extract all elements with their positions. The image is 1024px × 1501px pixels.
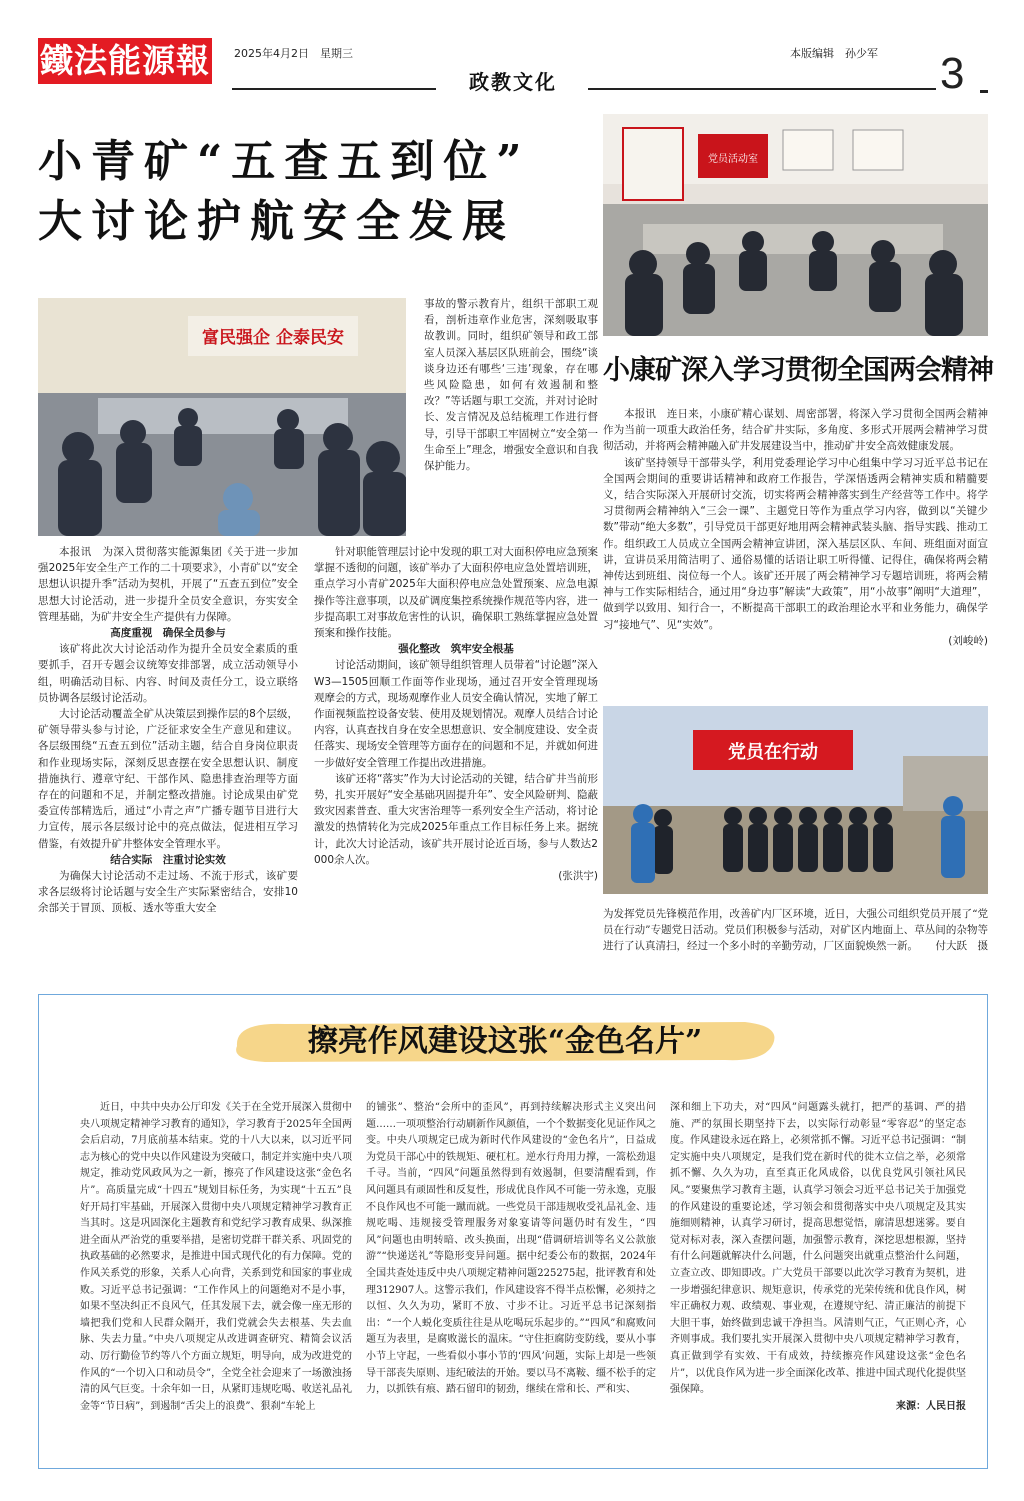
header-rule-right [588,88,936,90]
article1-text-top-right [424,296,598,536]
section-title: 政教文化 [469,70,557,94]
article1-paragraph: 该矿将此次大讨论活动作为提升全员安全素质的重要抓手，召开专题会议统筹安排部署，成立活动领导小组，明确活动目标、内容、时间及责任分工，设立联络员协调各层级讨论活动。 [38,643,298,704]
article3-paragraph: 深和细上下功夫，对“四风”问题露头就打，把严的基调、严的措施、严的氛围长期坚持下去，以实际行动彰显“零容忍”的坚定态度。作风建设永远在路上，必须常抓不懈。习近平总书记强调：“制定实施中央八项规定，是我们党在新时代的徙木立信之举，必须常抓不懈、久久为功，直至真正化风成俗，以优良党风引领社风民风。”要聚焦学习教育主题，认真学习领会习近平总书记关于加强党的作风建设的重要论述，学习领会和贯彻落实中央八项规定及其实施细则精神，认真学习研讨，提高思想觉悟，廓清思想迷雾。要自觉对标对表，深入查摆问题，加强警示教育，深挖思想根源，坚持有什么问题就解决什么问题，什么问题突出就重点整治什么问题，立查立改、即知即改。广大党员干部要以此次学习教育为契机，进一步增强纪律意识、规矩意识，传承党的光荣传统和优良作风，树牢正确权力观、政绩观、事业观，在遵规守纪、清正廉洁的前提下大胆干事，始终做到忠诚干净担当。风清则气正，气正则心齐，心齐则事成。我们要扎实开展深入贯彻中央八项规定精神学习教育，真正做到学有实效、干有成效，持续擦亮作风建设这张“金色名片”，以优良作风为进一步全面深化改革、推进中国式现代化提供坚强保障。 [670,1102,966,1396]
meeting-slogan: 富民强企 企泰民安 [202,328,344,348]
photo3-banner-text: 党员在行动 [728,742,818,763]
article1-headline-line1: 小青矿“五查五到位” [38,136,531,187]
article3-source: 来源：人民日报 [896,1400,966,1412]
photo3-party-members-cleanup [603,706,988,894]
article1-paragraph: 大讨论活动覆盖全矿从决策层到操作层的8个层级，矿领导带头参与讨论，广泛征求安全生产意见和建议。各层级围绕“五查五到位”活动主题，结合自身岗位职责和作业现场实际，深刻反思查摆在安全思想认识、制度措施执行、遵章守纪、干部作风、隐患排查治理等方面存在的问题和不足，并制定整改措施。讨论成果由矿党委宣传部精选后，通过“小青之声”广播专题节目进行大力宣传，展示各层级讨论中的亮点做法，促进相互学习借鉴，有效提升矿井整体安全管理水平。 [38,708,298,850]
article1-paragraph: 针对职能管理层讨论中发现的职工对大面积停电应急预案掌握不透彻的问题，该矿举办了大面积停电应急处置培训班，重点学习小青矿2025年大面积停电应急处置预案、应急电源操作等注意事项，以及矿调度集控系统操作规范等内容，进一步提高职工对事故危害性的认识，确保职工熟练掌握应急处置预案和操作技能。 [314,546,598,640]
article1-paragraph: 讨论活动期间，该矿领导组织管理人员带着“讨论题”深入W3—1505回顺工作面等作业现场，通过召开安全管理现场观摩会的方式，现场观摩作业人员安全确认情况，实地了解工作面视频监控设备安装、使用及规划情况。观摩人员结合讨论内容，认真查找自身在安全思想意识、安全制度建设、安全责任落实、现场安全管理等方面存在的问题和不足，并就如何进一步做好安全管理工作提出改进措施。 [314,659,598,769]
photo-board-text: 党员活动室 [708,154,758,165]
issue-date: 2025年4月2日 星期三 [234,47,353,60]
article2-body [603,406,988,682]
page-number-mark [980,90,988,93]
header-rule-left [232,88,436,90]
article1-headline [38,132,531,252]
article1-column-1 [38,544,298,972]
article1-subheading: 高度重视 确保全员参与 [110,627,226,640]
article1-subheading: 强化整改 筑牢安全根基 [398,643,514,656]
photo3-caption-text: 为发挥党员先锋模范作用，改善矿内厂区环境，近日，大强公司组织党员开展了“党员在行动”专题党日活动。党员们积极参与活动，对矿区内地面上、草丛间的杂物等进行了认真清扫，经过一个多小时的辛勤劳动，厂区面貌焕然一新。 [603,908,988,952]
article1-column-2 [314,544,598,972]
article1-subheading: 结合实际 注重讨论实效 [110,853,226,866]
article3-column-2 [366,1100,656,1460]
article1-author: (张洪宇) [558,870,598,883]
page-editor: 本版编辑 孙少军 [790,47,878,60]
article3-column-1 [80,1100,352,1460]
article1-headline-line2: 大讨论护航安全发展 [38,196,515,247]
article3-headline: 擦亮作风建设这张“金色名片” [307,1024,703,1059]
article2-author: (刘峻岭) [948,634,988,647]
article3-paragraph: 的铺张”、整治“会所中的歪风”，再到持续解决形式主义突出问题……一项项整治行动刷新作风颜值，一个个数据变化见证作风之变。中央八项规定已成为新时代作风建设的“金色名片”，日益成为党员干部心中的铁规矩、硬杠杠。逆水行舟用力撑，一篙松劲退千寻。当前，“四风”问题虽然得到有效遏制，但要清醒看到，作风问题具有顽固性和反复性，形成优良作风不可能一劳永逸，克服不良作风也不可能一蹴而就。一些党员干部违规收受礼品礼金、违规吃喝、违规接受管理服务对象宴请等问题仍时有发生，“四风”问题也由明转暗、改头换面，出现“借调研培训等名义公款旅游”“快递送礼”等隐形变异问题。据中纪委公布的数据，2024年全国共查处违反中央八项规定精神问题225275起，批评教育和处理312907人。这警示我们，作风建设容不得半点松懈，必须持之以恒、久久为功，紧盯不放、寸步不让。习近平总书记深刻指出：“一个人蜕化变质往往是从吃喝玩乐起步的。”“四风”和腐败问题互为表里，是腐败滋长的温床。“守住拒腐防变防线，要从小事小节上守起，一些看似小事小节的‘四风’问题，实际上却是一些领导干部丧失原则、违纪破法的开始。要以马不离鞍、缰不松手的定力，以抓铁有痕、踏石留印的韧劲，继续在常和长、严和实、 [366,1102,656,1396]
page-number: 3 [940,49,965,98]
article1-paragraph: 为确保大讨论活动不走过场、不流于形式，该矿要求各层级将讨论话题与安全生产实际紧密结合，安排10余部关于冒顶、顶板、透水等重大安全 [38,870,298,915]
photo3-credit: 付大跃 摄 [935,940,988,952]
photo3-caption [603,906,988,978]
article1-paragraph: 本报讯 为深入贯彻落实能源集团《关于进一步加强2025年安全生产工作的二十项要求》，小青矿以“安全思想认识提升季”活动为契机，开展了“五查五到位”安全思想大讨论活动，进一步提升全员安全意识，夯实安全管理基础，为矿井安全生产提供有力保障。 [38,546,298,623]
article1-paragraph: 该矿还将“落实”作为大讨论活动的关键，结合矿井当前形势，扎实开展好“安全基础巩固提升年”、安全风险研判、隐蔽致灾因素普查、重大灾害治理等一系列安全生产活动，将讨论激发的热情转化为完成2025年重点工作目标任务上来。据统计，此次大讨论活动，该矿共开展讨论近百场，参与人数达2000余人次。 [314,772,598,866]
masthead-logo: 鐵法能源報 [38,38,212,84]
article3-column-3 [670,1100,966,1460]
article3-paragraph: 近日，中共中央办公厅印发《关于在全党开展深入贯彻中央八项规定精神学习教育的通知》，学习教育于2025年全国两会后启动，7月底前基本结束。党的十八大以来，以习近平同志为核心的党中央以作风建设为突破口，制定并实施中央八项规定，推动党风政风为之一新，擦亮了作风建设这张“金色名片”。高质量完成“十四五”规划目标任务，为实现“十五五”良好开局打牢基础，开展深入贯彻中央八项规定精神学习教育正当其时。这是巩固深化主题教育和党纪学习教育成果、纵深推进全面从严治党的重要举措，是密切党群干群关系、巩固党的执政基础的必然要求，是推进中国式现代化的有力保障。党的作风关系党的形象，关系人心向背，关系到党和国家的事业成败。习近平总书记强调：“工作作风上的问题绝对不是小事，如果不坚决纠正不良风气，任其发展下去，就会像一座无形的墙把我们党和人民群众隔开，我们党就会失去根基、失去血脉、失去力量。”中央八项规定从改进调查研究、精简会议活动、厉行勤俭节约等八个方面立规矩，明导向，成为改进党的作风的“一个切入口和动员令”，全党全社会迎来了一场激浊扬清的风气巨变。十余年如一日，从紧盯违规吃喝、收送礼品礼金等“节日病”，到遏制“舌尖上的浪费”、狠刹“车轮上 [80,1102,352,1412]
article1-paragraph: 事故的警示教育片，组织干部职工观看，剖析违章作业危害，深刻吸取事故教训。同时，组织矿领导和政工部室人员深入基层区队班前会，围绕“谈谈身边还有哪些‘三违’现象，存在哪些风险隐患，如何有效遏制和整改？”等话题与职工交流，并对讨论时长、发言情况及总结梳理工作进行督导，引导干部职工牢固树立“安全第一 生命至上”理念，增强安全意识和自我保护能力。 [424,298,598,473]
article2-photo-study-session [603,114,988,336]
article1-photo-meeting [38,298,406,536]
article2-headline: 小康矿深入学习贯彻全国两会精神 [603,355,993,386]
article2-paragraph: 该矿坚持领导干部带头学，利用党委理论学习中心组集中学习习近平总书记在全国两会期间的重要讲话精神和政府工作报告，学深悟透两会精神实质和精髓要义，结合实际深入开展研讨交流，切实将两会精神落实到生产经营等工作中。将学习贯彻两会精神纳入“三会一课”、主题党日等作为重点学习内容，做到以“关键少数”带动“绝大多数”，引导党员干部更好地用两会精神武装头脑、指导实践、推动工作。组织政工人员成立全国两会精神宣讲团，深入基层区队、车间、班组面对面宣讲，宣讲员采用简洁明了、通俗易懂的话语让职工听得懂、记得住，确保将两会精神传达到班组、岗位每一个人。该矿还开展了两会精神学习专题培训班，将两会精神与工作实际相结合，通过用“身边事”解读“大政策”，用“小故事”阐明“大道理”，做到学以致用、知行合一，不断提高干部职工的政治理论水平和业务能力，确保学习“接地气”、见“实效”。 [603,456,988,631]
article2-paragraph: 本报讯 连日来，小康矿精心谋划、周密部署，将深入学习贯彻全国两会精神作为当前一项重大政治任务，结合矿井实际，多角度、多形式开展两会精神学习贯彻活动，并将两会精神融入矿井发展建设当中，推动矿井安全高效健康发展。 [603,408,988,453]
